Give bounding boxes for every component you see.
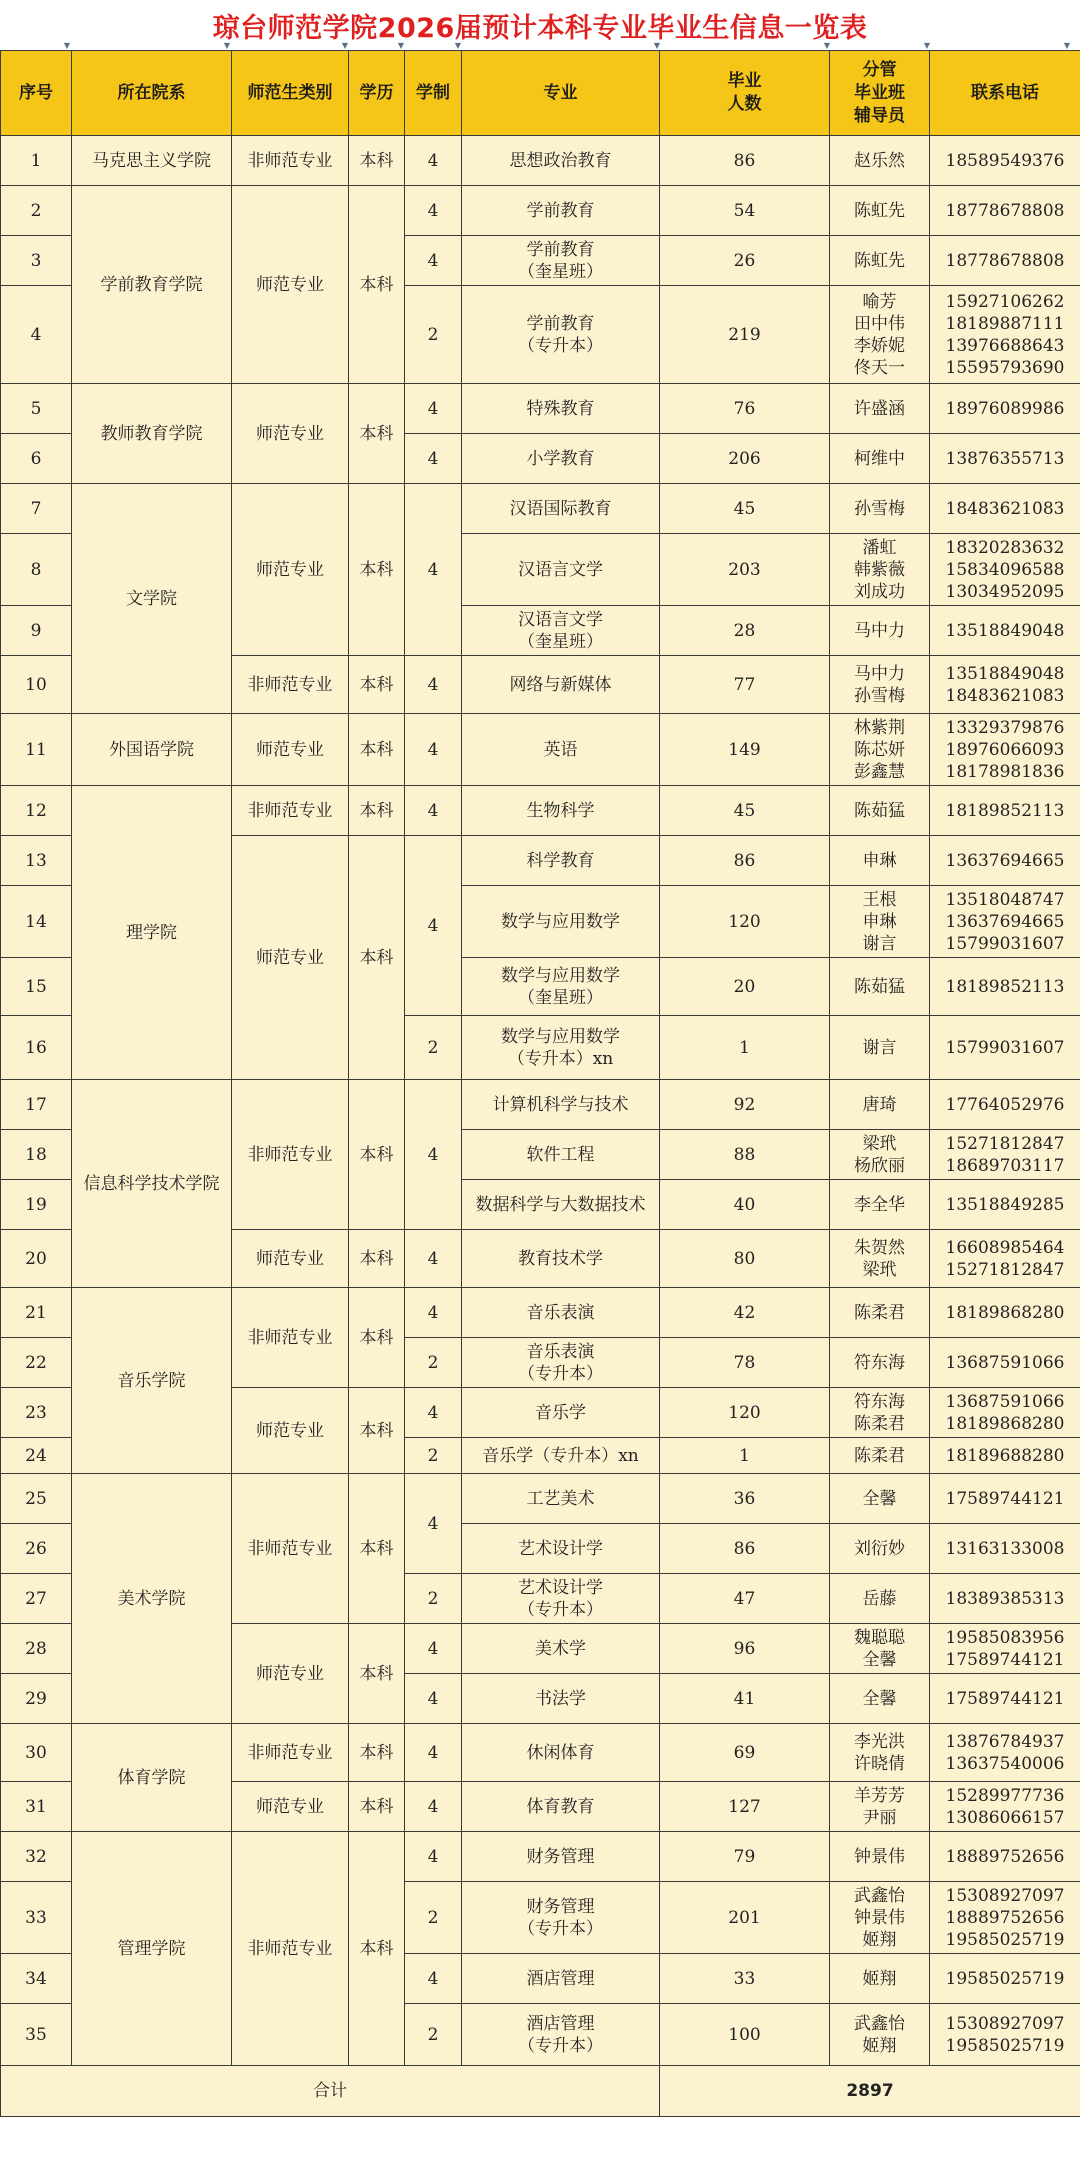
major-cell: 软件工程: [462, 1130, 660, 1180]
no-cell: 12: [1, 786, 72, 836]
counselor-cell: 武鑫怡 姬翔: [830, 2004, 930, 2066]
years-cell: 4: [405, 1724, 462, 1782]
years-cell: 4: [405, 136, 462, 186]
degree-cell: 本科: [349, 484, 405, 656]
total-value: 2897: [660, 2066, 1080, 2117]
phone-cell: 18889752656: [930, 1832, 1080, 1882]
no-cell: 6: [1, 434, 72, 484]
count-cell: 76: [660, 384, 830, 434]
no-cell: 8: [1, 534, 72, 606]
no-cell: 28: [1, 1624, 72, 1674]
years-cell: 2: [405, 1016, 462, 1080]
no-cell: 24: [1, 1438, 72, 1474]
table-row: [1, 186, 1080, 236]
college-cell: 美术学院: [72, 1474, 232, 1724]
count-cell: 80: [660, 1230, 830, 1288]
filter-arrow-icon[interactable]: ▼: [1063, 41, 1071, 50]
category-cell: 非师范专业: [232, 1080, 349, 1230]
major-cell: 财务管理: [462, 1832, 660, 1882]
header-degree[interactable]: 学历: [349, 51, 405, 136]
years-cell: 4: [405, 1954, 462, 2004]
table-row: [1, 484, 1080, 534]
no-cell: 10: [1, 656, 72, 714]
major-cell: 酒店管理 （专升本）: [462, 2004, 660, 2066]
count-cell: 1: [660, 1016, 830, 1080]
count-cell: 54: [660, 186, 830, 236]
category-cell: 师范专业: [232, 836, 349, 1080]
table-row: [1, 1288, 1080, 1338]
years-cell: 4: [405, 236, 462, 286]
no-cell: 18: [1, 1130, 72, 1180]
phone-cell: 13876784937 13637540006: [930, 1724, 1080, 1782]
phone-cell: 17589744121: [930, 1474, 1080, 1524]
category-cell: 师范专业: [232, 1782, 349, 1832]
counselor-cell: 魏聪聪 全馨: [830, 1624, 930, 1674]
no-cell: 22: [1, 1338, 72, 1388]
no-cell: 4: [1, 286, 72, 384]
years-cell: 2: [405, 1574, 462, 1624]
phone-cell: 18189852113: [930, 786, 1080, 836]
count-cell: 96: [660, 1624, 830, 1674]
count-cell: 100: [660, 2004, 830, 2066]
major-cell: 艺术设计学: [462, 1524, 660, 1574]
header-no[interactable]: 序号: [1, 51, 72, 136]
counselor-cell: 陈柔君: [830, 1288, 930, 1338]
no-cell: 2: [1, 186, 72, 236]
count-cell: 86: [660, 836, 830, 886]
years-cell: 4: [405, 434, 462, 484]
counselor-cell: 岳藤: [830, 1574, 930, 1624]
phone-cell: 18778678808: [930, 186, 1080, 236]
no-cell: 26: [1, 1524, 72, 1574]
major-cell: 计算机科学与技术: [462, 1080, 660, 1130]
counselor-cell: 陈茹猛: [830, 958, 930, 1016]
category-cell: 非师范专业: [232, 1724, 349, 1782]
count-cell: 120: [660, 1388, 830, 1438]
phone-cell: 18189868280: [930, 1288, 1080, 1338]
count-cell: 20: [660, 958, 830, 1016]
category-cell: 师范专业: [232, 186, 349, 384]
phone-cell: 13518849285: [930, 1180, 1080, 1230]
phone-cell: 19585025719: [930, 1954, 1080, 2004]
graduates-table: [0, 50, 1080, 2117]
counselor-cell: 喻芳 田中伟 李娇妮 佟天一: [830, 286, 930, 384]
years-cell: 4: [405, 1624, 462, 1674]
no-cell: 25: [1, 1474, 72, 1524]
major-cell: 酒店管理: [462, 1954, 660, 2004]
major-cell: 音乐学: [462, 1388, 660, 1438]
count-cell: 219: [660, 286, 830, 384]
major-cell: 美术学: [462, 1624, 660, 1674]
major-cell: 汉语国际教育: [462, 484, 660, 534]
major-cell: 科学教育: [462, 836, 660, 886]
major-cell: 特殊教育: [462, 384, 660, 434]
category-cell: 非师范专业: [232, 136, 349, 186]
table-row: [1, 1474, 1080, 1524]
no-cell: 21: [1, 1288, 72, 1338]
counselor-cell: 李全华: [830, 1180, 930, 1230]
no-cell: 33: [1, 1882, 72, 1954]
no-cell: 1: [1, 136, 72, 186]
college-cell: 教师教育学院: [72, 384, 232, 484]
category-cell: 非师范专业: [232, 786, 349, 836]
phone-cell: 18483621083: [930, 484, 1080, 534]
degree-cell: 本科: [349, 186, 405, 384]
degree-cell: 本科: [349, 1474, 405, 1624]
phone-cell: 13687591066: [930, 1338, 1080, 1388]
count-cell: 203: [660, 534, 830, 606]
college-cell: 管理学院: [72, 1832, 232, 2066]
years-cell: 2: [405, 1438, 462, 1474]
table-row: [1, 384, 1080, 434]
college-cell: 外国语学院: [72, 714, 232, 786]
category-cell: 非师范专业: [232, 1288, 349, 1388]
no-cell: 17: [1, 1080, 72, 1130]
count-cell: 69: [660, 1724, 830, 1782]
phone-cell: 15271812847 18689703117: [930, 1130, 1080, 1180]
no-cell: 27: [1, 1574, 72, 1624]
years-cell: 4: [405, 484, 462, 656]
major-cell: 小学教育: [462, 434, 660, 484]
phone-cell: 18320283632 15834096588 13034952095: [930, 534, 1080, 606]
phone-cell: 18389385313: [930, 1574, 1080, 1624]
major-cell: 学前教育 （专升本）: [462, 286, 660, 384]
degree-cell: 本科: [349, 1080, 405, 1230]
no-cell: 32: [1, 1832, 72, 1882]
major-cell: 网络与新媒体: [462, 656, 660, 714]
counselor-cell: 陈柔君: [830, 1438, 930, 1474]
counselor-cell: 符东海 陈柔君: [830, 1388, 930, 1438]
no-cell: 13: [1, 836, 72, 886]
college-cell: 信息科学技术学院: [72, 1080, 232, 1288]
counselor-cell: 朱贺然 梁玳: [830, 1230, 930, 1288]
degree-cell: 本科: [349, 1288, 405, 1388]
counselor-cell: 王根 申琳 谢言: [830, 886, 930, 958]
major-cell: 休闲体育: [462, 1724, 660, 1782]
phone-cell: 16608985464 15271812847: [930, 1230, 1080, 1288]
years-cell: 4: [405, 1080, 462, 1230]
count-cell: 45: [660, 786, 830, 836]
category-cell: 非师范专业: [232, 1832, 349, 2066]
years-cell: 4: [405, 786, 462, 836]
major-cell: 思想政治教育: [462, 136, 660, 186]
counselor-cell: 羊芳芳 尹丽: [830, 1782, 930, 1832]
counselor-cell: 陈虹先: [830, 236, 930, 286]
phone-cell: 13518849048: [930, 606, 1080, 656]
major-cell: 英语: [462, 714, 660, 786]
years-cell: 4: [405, 1288, 462, 1338]
table-row: [1, 136, 1080, 186]
no-cell: 16: [1, 1016, 72, 1080]
no-cell: 35: [1, 2004, 72, 2066]
degree-cell: 本科: [349, 1624, 405, 1724]
counselor-cell: 刘衍妙: [830, 1524, 930, 1574]
phone-cell: 13637694665: [930, 836, 1080, 886]
count-cell: 1: [660, 1438, 830, 1474]
no-cell: 30: [1, 1724, 72, 1782]
total-label: 合计: [1, 2066, 660, 2117]
counselor-cell: 姬翔: [830, 1954, 930, 2004]
phone-cell: 15289977736 13086066157: [930, 1782, 1080, 1832]
counselor-cell: 符东海: [830, 1338, 930, 1388]
count-cell: 120: [660, 886, 830, 958]
no-cell: 3: [1, 236, 72, 286]
college-cell: 学前教育学院: [72, 186, 232, 384]
count-cell: 88: [660, 1130, 830, 1180]
count-cell: 40: [660, 1180, 830, 1230]
major-cell: 数学与应用数学: [462, 886, 660, 958]
counselor-cell: 赵乐然: [830, 136, 930, 186]
table-row: [1, 1724, 1080, 1782]
years-cell: 2: [405, 2004, 462, 2066]
page-title: 琼台师范学院2026届预计本科专业毕业生信息一览表: [212, 12, 868, 44]
count-cell: 127: [660, 1782, 830, 1832]
header-row: [1, 51, 1080, 136]
filter-arrow-icon[interactable]: ▼: [341, 41, 349, 50]
major-cell: 书法学: [462, 1674, 660, 1724]
no-cell: 23: [1, 1388, 72, 1438]
major-cell: 数据科学与大数据技术: [462, 1180, 660, 1230]
filter-arrow-icon[interactable]: ▼: [223, 41, 231, 50]
count-cell: 41: [660, 1674, 830, 1724]
counselor-cell: 柯维中: [830, 434, 930, 484]
counselor-cell: 李光洪 许晓倩: [830, 1724, 930, 1782]
category-cell: 师范专业: [232, 1388, 349, 1474]
count-cell: 92: [660, 1080, 830, 1130]
major-cell: 音乐表演: [462, 1288, 660, 1338]
counselor-cell: 谢言: [830, 1016, 930, 1080]
count-cell: 79: [660, 1832, 830, 1882]
college-cell: 音乐学院: [72, 1288, 232, 1474]
counselor-cell: 唐琦: [830, 1080, 930, 1130]
table-row: [1, 1832, 1080, 1882]
category-cell: 非师范专业: [232, 656, 349, 714]
no-cell: 11: [1, 714, 72, 786]
years-cell: 4: [405, 186, 462, 236]
major-cell: 音乐学（专升本）xn: [462, 1438, 660, 1474]
count-cell: 149: [660, 714, 830, 786]
years-cell: 4: [405, 1832, 462, 1882]
no-cell: 7: [1, 484, 72, 534]
counselor-cell: 马中力 孙雪梅: [830, 656, 930, 714]
no-cell: 14: [1, 886, 72, 958]
counselor-cell: 潘虹 韩紫薇 刘成功: [830, 534, 930, 606]
phone-cell: 17764052976: [930, 1080, 1080, 1130]
years-cell: 4: [405, 1230, 462, 1288]
phone-cell: 18778678808: [930, 236, 1080, 286]
college-cell: 理学院: [72, 786, 232, 1080]
phone-cell: 13518048747 13637694665 15799031607: [930, 886, 1080, 958]
degree-cell: 本科: [349, 656, 405, 714]
no-cell: 20: [1, 1230, 72, 1288]
count-cell: 78: [660, 1338, 830, 1388]
phone-cell: 19585083956 17589744121: [930, 1624, 1080, 1674]
counselor-cell: 陈虹先: [830, 186, 930, 236]
phone-cell: 15308927097 19585025719: [930, 2004, 1080, 2066]
category-cell: 非师范专业: [232, 1474, 349, 1624]
title-bar: [0, 0, 1080, 50]
degree-cell: 本科: [349, 1388, 405, 1474]
table-body: [1, 136, 1080, 2066]
phone-cell: 18189688280: [930, 1438, 1080, 1474]
category-cell: 师范专业: [232, 1624, 349, 1724]
counselor-cell: 全馨: [830, 1674, 930, 1724]
count-cell: 45: [660, 484, 830, 534]
major-cell: 音乐表演 （专升本）: [462, 1338, 660, 1388]
phone-cell: 18189852113: [930, 958, 1080, 1016]
years-cell: 2: [405, 1338, 462, 1388]
no-cell: 31: [1, 1782, 72, 1832]
count-cell: 201: [660, 1882, 830, 1954]
header-count[interactable]: 毕业 人数: [660, 51, 830, 136]
degree-cell: 本科: [349, 786, 405, 836]
phone-cell: 13876355713: [930, 434, 1080, 484]
college-cell: 马克思主义学院: [72, 136, 232, 186]
category-cell: 师范专业: [232, 714, 349, 786]
phone-cell: 15308927097 18889752656 19585025719: [930, 1882, 1080, 1954]
years-cell: 2: [405, 286, 462, 384]
count-cell: 42: [660, 1288, 830, 1338]
no-cell: 5: [1, 384, 72, 434]
counselor-cell: 武鑫怡 钟景伟 姬翔: [830, 1882, 930, 1954]
header-counselor[interactable]: 分管 毕业班 辅导员: [830, 51, 930, 136]
degree-cell: 本科: [349, 1230, 405, 1288]
table-row: [1, 1080, 1080, 1130]
count-cell: 33: [660, 1954, 830, 2004]
phone-cell: 18589549376: [930, 136, 1080, 186]
phone-cell: 15799031607: [930, 1016, 1080, 1080]
counselor-cell: 孙雪梅: [830, 484, 930, 534]
major-cell: 汉语言文学 （奎星班）: [462, 606, 660, 656]
degree-cell: 本科: [349, 836, 405, 1080]
no-cell: 19: [1, 1180, 72, 1230]
major-cell: 学前教育 （奎星班）: [462, 236, 660, 286]
counselor-cell: 林紫荆 陈芯妍 彭鑫慧: [830, 714, 930, 786]
filter-arrow-icon[interactable]: ▼: [653, 41, 661, 50]
college-cell: 文学院: [72, 484, 232, 714]
header-years[interactable]: 学制: [405, 51, 462, 136]
filter-arrow-icon[interactable]: ▼: [923, 41, 931, 50]
count-cell: 47: [660, 1574, 830, 1624]
major-cell: 财务管理 （专升本）: [462, 1882, 660, 1954]
major-cell: 工艺美术: [462, 1474, 660, 1524]
counselor-cell: 申琳: [830, 836, 930, 886]
phone-cell: 17589744121: [930, 1674, 1080, 1724]
phone-cell: 13518849048 18483621083: [930, 656, 1080, 714]
years-cell: 4: [405, 1474, 462, 1574]
count-cell: 77: [660, 656, 830, 714]
table-row: [1, 786, 1080, 836]
phone-cell: 18976089986: [930, 384, 1080, 434]
degree-cell: 本科: [349, 384, 405, 484]
category-cell: 师范专业: [232, 1230, 349, 1288]
no-cell: 29: [1, 1674, 72, 1724]
years-cell: 4: [405, 1388, 462, 1438]
major-cell: 教育技术学: [462, 1230, 660, 1288]
counselor-cell: 钟景伟: [830, 1832, 930, 1882]
degree-cell: 本科: [349, 1782, 405, 1832]
years-cell: 4: [405, 1782, 462, 1832]
no-cell: 15: [1, 958, 72, 1016]
count-cell: 86: [660, 1524, 830, 1574]
count-cell: 86: [660, 136, 830, 186]
major-cell: 数学与应用数学 （专升本）xn: [462, 1016, 660, 1080]
years-cell: 2: [405, 1882, 462, 1954]
major-cell: 生物科学: [462, 786, 660, 836]
header-phone[interactable]: 联系电话: [930, 51, 1080, 136]
counselor-cell: 许盛涵: [830, 384, 930, 434]
major-cell: 数学与应用数学 （奎星班）: [462, 958, 660, 1016]
no-cell: 9: [1, 606, 72, 656]
years-cell: 4: [405, 836, 462, 1016]
phone-cell: 13687591066 18189868280: [930, 1388, 1080, 1438]
degree-cell: 本科: [349, 1832, 405, 2066]
count-cell: 206: [660, 434, 830, 484]
phone-cell: 15927106262 18189887111 13976688643 15595793690: [930, 286, 1080, 384]
counselor-cell: 马中力: [830, 606, 930, 656]
degree-cell: 本科: [349, 136, 405, 186]
filter-arrow-icon[interactable]: ▼: [397, 41, 405, 50]
phone-cell: 13163133008: [930, 1524, 1080, 1574]
category-cell: 师范专业: [232, 484, 349, 656]
counselor-cell: 梁玳 杨欣丽: [830, 1130, 930, 1180]
years-cell: 4: [405, 714, 462, 786]
header-major[interactable]: 专业: [462, 51, 660, 136]
total-row: [1, 2066, 1080, 2117]
degree-cell: 本科: [349, 1724, 405, 1782]
filter-arrow-icon[interactable]: ▼: [454, 41, 462, 50]
no-cell: 34: [1, 1954, 72, 2004]
header-category[interactable]: 师范生类别: [232, 51, 349, 136]
header-college[interactable]: 所在院系: [72, 51, 232, 136]
phone-cell: 13329379876 18976066093 18178981836: [930, 714, 1080, 786]
table-row: [1, 714, 1080, 786]
college-cell: 体育学院: [72, 1724, 232, 1832]
years-cell: 4: [405, 1674, 462, 1724]
major-cell: 体育教育: [462, 1782, 660, 1832]
filter-arrow-icon[interactable]: ▼: [823, 41, 831, 50]
category-cell: 师范专业: [232, 384, 349, 484]
counselor-cell: 全馨: [830, 1474, 930, 1524]
years-cell: 4: [405, 384, 462, 434]
filter-arrow-icon[interactable]: ▼: [63, 41, 71, 50]
years-cell: 4: [405, 656, 462, 714]
major-cell: 学前教育: [462, 186, 660, 236]
major-cell: 汉语言文学: [462, 534, 660, 606]
count-cell: 26: [660, 236, 830, 286]
degree-cell: 本科: [349, 714, 405, 786]
major-cell: 艺术设计学 （专升本）: [462, 1574, 660, 1624]
count-cell: 28: [660, 606, 830, 656]
counselor-cell: 陈茹猛: [830, 786, 930, 836]
count-cell: 36: [660, 1474, 830, 1524]
